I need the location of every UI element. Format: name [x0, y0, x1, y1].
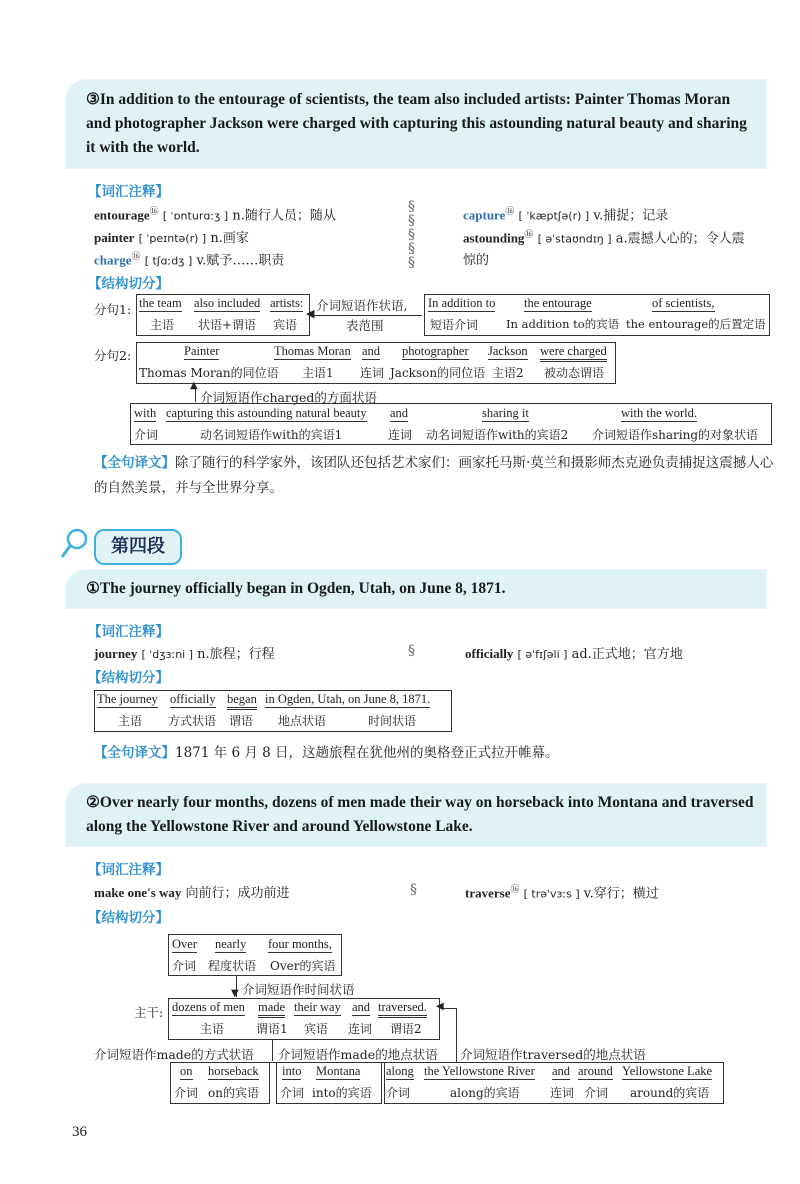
clause-role: 动名词短语作with的宾语2 [426, 428, 569, 442]
vocab-entry: charge⑯ [ tʃɑːdʒ ] v.赋予……职责 [94, 252, 285, 269]
sentence-4-1-text: ①The journey officially began in Ogden, Utah, on June 8, 1871. [86, 580, 506, 597]
clause-role: In addition to的宾语 [506, 317, 620, 331]
clause-role: 主语 [150, 318, 175, 332]
clause-word: officially [170, 692, 216, 706]
clause-word: of scientists, [652, 296, 715, 310]
clause-2-label: 分句2: [94, 348, 132, 363]
clause-word: with the world. [621, 406, 698, 420]
clause-word: along [386, 1064, 414, 1078]
clause-word: In addition to [428, 296, 496, 310]
arrow-line [442, 1008, 456, 1009]
sentence-4-2-text: ②Over nearly four months, dozens of men made their way on horseback into Montana and traversed along the Yellowstone River and around Yellowstone Lake. [86, 794, 754, 835]
clause-role: 短语介词 [430, 318, 479, 332]
page-number: 36 [72, 1124, 87, 1140]
translation-tag: 【全句译文】 [94, 455, 175, 471]
clause-role: 程度状语 [208, 959, 257, 973]
clause-role: 介词 [174, 1086, 199, 1100]
clause-word: Jackson [488, 344, 528, 358]
link-label: 介词短语作状语, [316, 298, 408, 313]
clause-role: 宾语 [273, 318, 298, 332]
clause-role: 时间状语 [368, 714, 417, 728]
clause-role: 主语2 [492, 366, 524, 380]
link-label: 介词短语作traversed的地点状语 [460, 1047, 646, 1062]
link-label: 介词短语作时间状语 [242, 982, 355, 997]
clause-role: into的宾语 [312, 1086, 372, 1100]
clause-word: began [227, 692, 257, 710]
translation [94, 741, 774, 766]
vocab-entry: astounding⑯ [ əˈstaʊndɪŋ ] a.震撼人心的；令人震 [463, 230, 745, 247]
vocab-entry: painter [ ˈpeɪntə(r) ] n.画家 [94, 230, 249, 246]
clause-word: artists: [270, 296, 304, 310]
clause-role: 连词 [360, 366, 385, 380]
clause-role: 介词 [134, 428, 159, 442]
vocab-entry: journey [ ˈdʒɜːni ] n.旅程；行程 [94, 646, 275, 662]
clause-word: the Yellowstone River [424, 1064, 535, 1078]
clause-role: 状语+谓语 [198, 318, 257, 332]
clause-role: 主语1 [302, 366, 334, 380]
clause-word: Montana [316, 1064, 361, 1078]
clause-word: in Ogden, Utah, on June 8, 1871. [265, 692, 431, 706]
clause-word: sharing it [482, 406, 529, 420]
column-divider: § § § § § [408, 199, 415, 271]
clause-word: Yellowstone Lake [622, 1064, 713, 1078]
main-clause-label: 主干: [134, 1005, 164, 1020]
search-icon [60, 526, 90, 560]
clause-word: Over [172, 937, 197, 951]
arrow-head: ▲ [190, 380, 198, 391]
vocab-entry-continued: 惊的 [463, 253, 490, 268]
clause-word: nearly [215, 937, 247, 951]
clause-role: 主语 [200, 1022, 225, 1036]
vocab-entry: capture⑯ [ ˈkæptʃə(r) ] v.捕捉；记录 [463, 207, 669, 224]
clause-role: 谓语 [229, 714, 254, 728]
arrow-line [272, 1039, 273, 1061]
sentence-3-text: ③In addition to the entourage of scientists, the team also included artists: Painter Thomas Moran and photographer Jackson were charged with capturing this astounding natural beauty and sharing it with the world. [86, 91, 747, 156]
structure-tag: 【结构切分】 [88, 670, 169, 686]
translation-text: 除了随行的科学家外，该团队还包括艺术家们：画家托马斯·莫兰和摄影师杰克逊负责捕捉这震撼人心的自然美景，并与全世界分享。 [94, 455, 774, 496]
clause-role: 谓语2 [390, 1022, 422, 1036]
clause-word: capturing this astounding natural beauty [166, 406, 367, 420]
clause-word: around [578, 1064, 613, 1078]
clause-word: dozens of men [172, 1000, 245, 1014]
arrow-line [456, 1008, 457, 1062]
clause-role: 动名词短语作with的宾语1 [200, 428, 343, 442]
translation [94, 451, 774, 501]
vocab-entry: make one's way 向前行；成功前进 [94, 885, 290, 901]
column-divider: § [408, 643, 415, 659]
vocab-entry: officially [ əˈfɪʃəli ] ad.正式地；官方地 [465, 646, 683, 662]
clause-word: their way [294, 1000, 341, 1014]
clause-word: and [352, 1000, 371, 1014]
vocab-entry: entourage⑯ [ ˈɒnturɑːʒ ] n.随行人员；随从 [94, 207, 336, 224]
clause-1-label: 分句1: [94, 302, 132, 317]
translation-tag: 【全句译文】 [94, 745, 175, 761]
clause-role: 介词 [584, 1086, 609, 1100]
clause-word: Thomas Moran [274, 344, 351, 358]
clause-word: horseback [208, 1064, 259, 1078]
structure-tag: 【结构切分】 [88, 910, 169, 926]
vocab-tag: 【词汇注释】 [88, 862, 169, 878]
structure-tag: 【结构切分】 [88, 276, 169, 292]
clause-word: made [258, 1000, 285, 1018]
clause-role: 宾语 [304, 1022, 329, 1036]
section-heading: 第四段 [94, 529, 182, 565]
clause-word: and [362, 344, 381, 358]
clause-word: four months, [268, 937, 332, 951]
clause-role: the entourage的后置定语 [626, 317, 766, 331]
clause-word: were charged [540, 344, 607, 362]
clause-role: 介词 [172, 959, 197, 973]
clause-word: the entourage [524, 296, 592, 310]
clause-role: 介词 [386, 1086, 411, 1100]
clause-word: and [390, 406, 409, 420]
clause-role: 连词 [550, 1086, 575, 1100]
arrow-line [312, 315, 422, 316]
clause-role: 谓语1 [256, 1022, 288, 1036]
clause-role: Jackson的同位语 [390, 366, 486, 380]
clause-role: on的宾语 [208, 1086, 259, 1100]
clause-word: the team [139, 296, 182, 310]
arrow-head: ▼ [231, 988, 239, 999]
clause-word: traversed. [378, 1000, 427, 1018]
clause-word: with [134, 406, 157, 420]
clause-word: into [282, 1064, 302, 1078]
arrow-head: ◀ [306, 307, 315, 320]
clause-role: 连词 [348, 1022, 373, 1036]
clause-word: on [180, 1064, 193, 1078]
clause-role: 介词短语作sharing的对象状语 [592, 428, 759, 442]
clause-word: Painter [184, 344, 220, 358]
link-label: 表范围 [346, 318, 384, 333]
clause-role: 地点状语 [278, 714, 327, 728]
clause-word: also included [194, 296, 261, 310]
arrow-head: ◀ [436, 1001, 444, 1012]
clause-word: photographer [402, 344, 469, 358]
vocab-entry: traverse⑯ [ trəˈvɜːs ] v.穿行；横过 [465, 885, 659, 902]
clause-role: 方式状语 [168, 714, 217, 728]
link-label: 介词短语作made的方式状语 [94, 1047, 254, 1062]
clause-role: 主语 [118, 714, 143, 728]
clause-role: along的宾语 [450, 1086, 520, 1100]
clause-role: Over的宾语 [270, 959, 336, 973]
clause-role: 连词 [388, 428, 413, 442]
link-label: 介词短语作charged的方面状语 [200, 390, 377, 405]
column-divider: § [410, 882, 417, 898]
clause-role: 介词 [280, 1086, 305, 1100]
clause-role: Thomas Moran的同位语 [139, 366, 279, 380]
link-label: 介词短语作made的地点状语 [278, 1047, 438, 1062]
clause-role: 被动态谓语 [544, 366, 605, 380]
translation-text: 1871 年 6 月 8 日，这趟旅程在犹他州的奥格登正式拉开帷幕。 [175, 745, 559, 761]
clause-word: and [552, 1064, 571, 1078]
vocab-tag: 【词汇注释】 [88, 184, 169, 200]
vocab-tag: 【词汇注释】 [88, 624, 169, 640]
clause-role: around的宾语 [630, 1086, 710, 1100]
clause-word: The journey [97, 692, 158, 706]
